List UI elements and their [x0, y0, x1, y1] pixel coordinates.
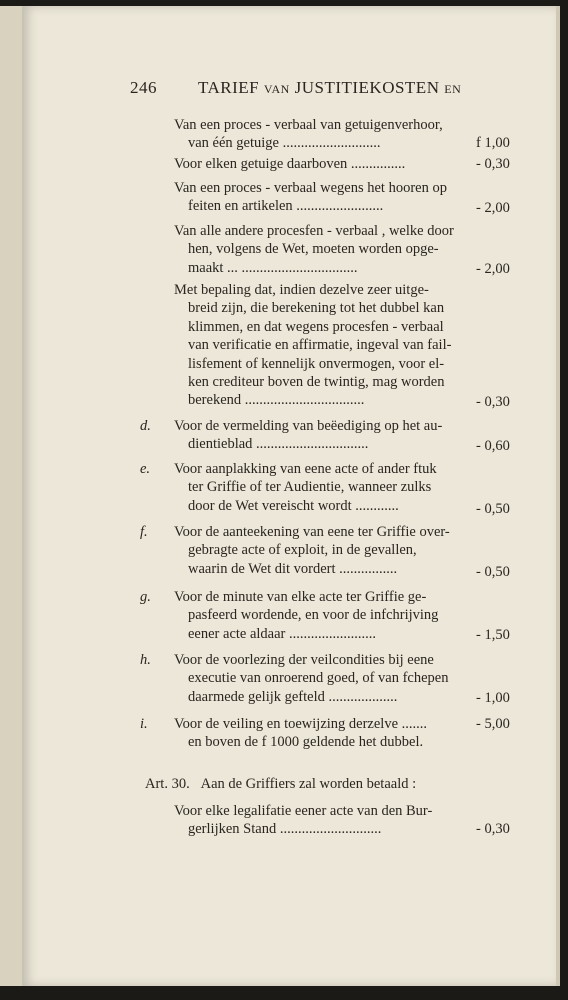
entry-text: Voor de minute van elke acte ter Griffie ge- pasfeerd wordende, en voor de infchrijving eener acte aldaar ........................: [174, 589, 439, 642]
entry-text: Voor aanplakking van eene acte of ander ftuk ter Griffie of ter Audientie, wanneer zulks door de Wet vereischt wordt ............: [174, 461, 437, 514]
entry-text: Van een proces - verbaal van getuigenverhoor, van één getuige ...........................: [174, 117, 443, 152]
entry-price: - 2,00: [476, 200, 510, 216]
entry-price: - 0,50: [476, 564, 510, 580]
entry-text: Voor elken getuige daarboven ...............: [174, 156, 406, 172]
entry-text: Voor de voorlezing der veilcondities bij eene executie van onroerend goed, of van fchepen daarmede gelijk gefteld ...................: [174, 652, 449, 705]
entry-price: - 5,00: [476, 716, 510, 732]
entry-text: Voor de aanteekening van eene ter Griffie over- gebragte acte of exploit, in de gevallen, waarin de Wet dit vordert ................: [174, 524, 450, 577]
entry-text: Voor de vermelding van beëediging op het au- dientieblad ...............................: [174, 418, 443, 453]
entry-letter: h.: [140, 652, 151, 668]
entry-price: - 2,00: [476, 261, 510, 277]
entry-price: - 0,30: [476, 821, 510, 837]
entry-price: f 1,00: [476, 135, 510, 151]
entry-price: - 0,50: [476, 501, 510, 517]
page-edge: [556, 6, 560, 986]
entry-text: Van alle andere procesfen - verbaal , welke door hen, volgens de Wet, moeten worden opge- maakt ... ................................: [174, 223, 454, 276]
article-heading: [145, 776, 416, 793]
entry-text: Voor de veiling en toewijzing derzelve ....... en boven de f 1000 geldende het dubbel.: [174, 716, 428, 751]
entry-price: - 0,30: [476, 394, 510, 410]
entry-price: - 0,30: [476, 156, 510, 172]
entry-letter: f.: [140, 524, 148, 540]
entry-text: Voor elke legalifatie eener acte van den Bur- gerlijken Stand ............................: [174, 803, 433, 838]
running-title: TARIEF VAN JUSTITIEKOSTEN EN: [198, 78, 462, 97]
entry-price: - 1,50: [476, 627, 510, 643]
entry-text: Van een proces - verbaal wegens het hooren op feiten en artikelen ........................: [174, 180, 447, 215]
entry-letter: e.: [140, 461, 151, 477]
entry-price: - 1,00: [476, 690, 510, 706]
entry-price: - 0,60: [476, 438, 510, 454]
article-label: Art. 30.: [145, 776, 190, 792]
entry-letter: d.: [140, 418, 151, 434]
entry-letter: g.: [140, 589, 151, 605]
page-number: 246: [130, 78, 157, 97]
entry-text: Met bepaling dat, indien dezelve zeer uitge- breid zijn, die berekening tot het dubbel kan klimmen, en dat wegens procesfen - verbaal van verificatie en affirmatie, ingeval van fail- lisfement of kennelijk onvermogen, voor el- ken crediteur boven de twintig, mag worden berekend .................................: [174, 282, 452, 409]
entry-letter: i.: [140, 716, 148, 732]
article-text: Aan de Griffiers zal worden betaald :: [200, 776, 417, 792]
